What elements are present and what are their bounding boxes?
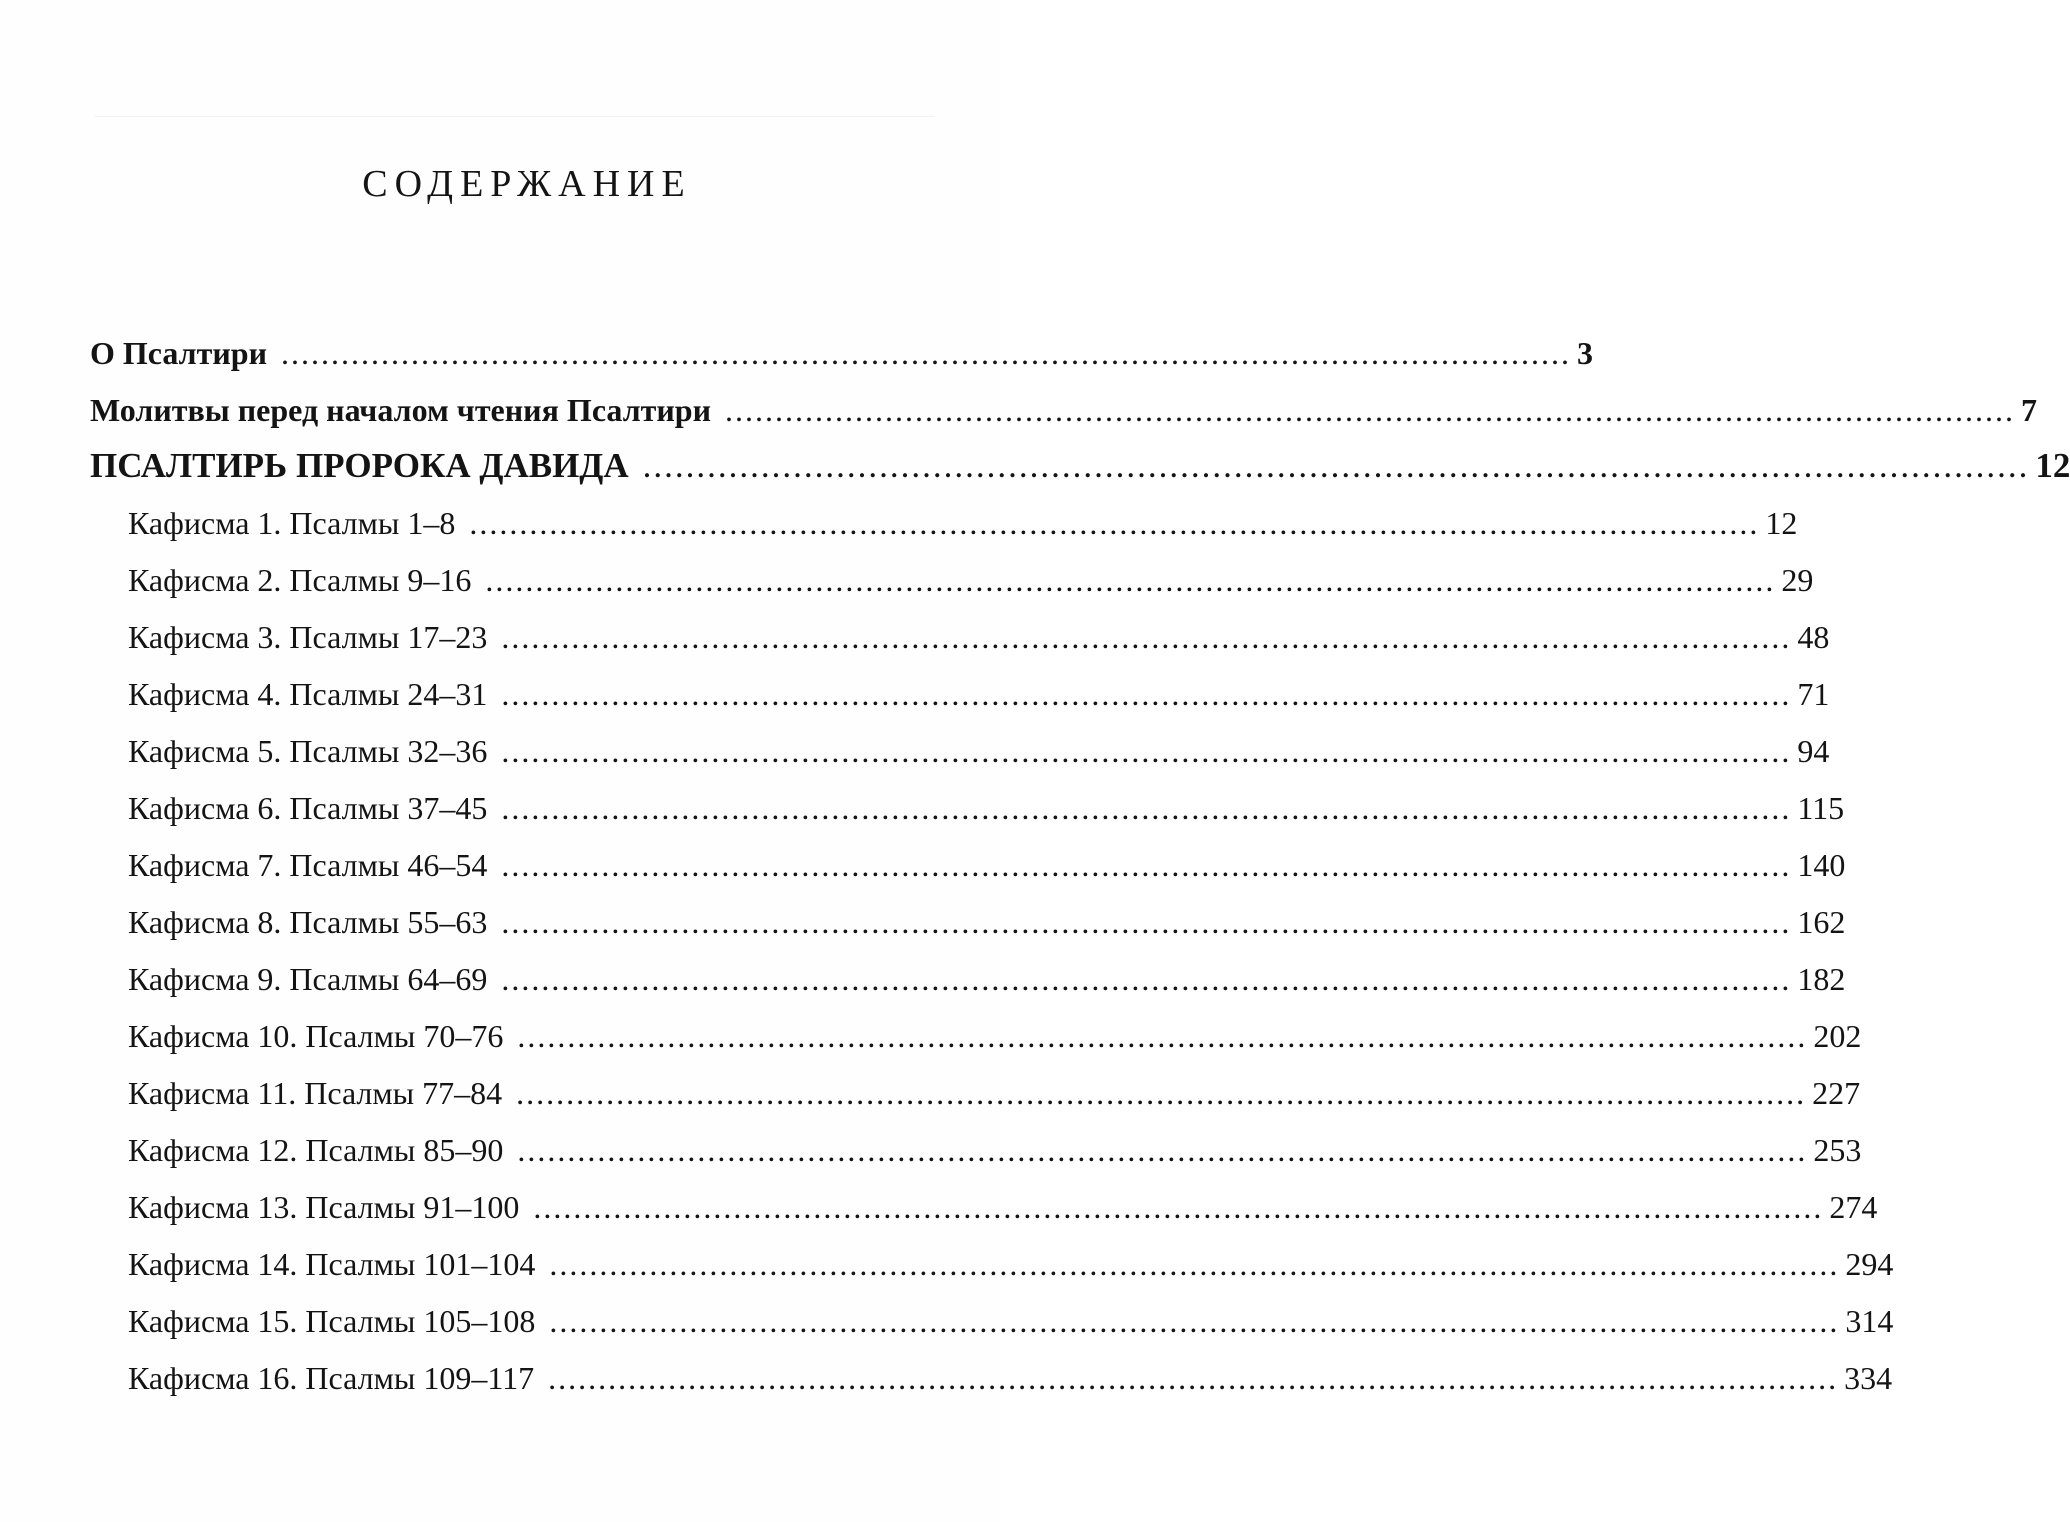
toc-entry-label: ПСАЛТИРЬ ПРОРОКА ДАВИДА xyxy=(90,446,629,485)
toc-entry-kathisma-13 xyxy=(128,1187,1878,1227)
toc-entry-kathisma-3 xyxy=(128,617,1830,657)
toc-entry-label: Кафисма 13. Псалмы 91–100 xyxy=(128,1189,520,1225)
toc-entry-page: 71 xyxy=(1797,676,1830,712)
dot-leader: ................................................................................................................................. xyxy=(517,1018,1808,1054)
toc-entry-page: 3 xyxy=(1577,335,1593,371)
toc-entry-label: Кафисма 16. Псалмы 109–117 xyxy=(128,1360,535,1396)
toc-entry-kathisma-15 xyxy=(128,1301,1894,1341)
toc-entry-label: Кафисма 9. Псалмы 64–69 xyxy=(128,961,488,997)
toc-entry-page: 334 xyxy=(1844,1360,1893,1396)
toc-entry-label: Кафисма 8. Псалмы 55–63 xyxy=(128,904,488,940)
toc-entry-page: 48 xyxy=(1797,619,1830,655)
toc-entry-page: 29 xyxy=(1781,562,1814,598)
page-title: СОДЕРЖАНИЕ xyxy=(362,163,692,205)
toc-entry-label: Кафисма 7. Псалмы 46–54 xyxy=(128,847,488,883)
toc-entry-page: 227 xyxy=(1812,1075,1861,1111)
dot-leader: ................................................................................................................................. xyxy=(549,1246,1840,1282)
toc-entry-page: 202 xyxy=(1813,1018,1862,1054)
toc-entry-label: Кафисма 2. Псалмы 9–16 xyxy=(128,562,472,598)
dot-leader: ................................................................................................................................. xyxy=(533,1189,1824,1225)
toc-entry-label: О Псалтири xyxy=(90,335,267,371)
dot-leader: ................................................................................................................................. xyxy=(517,1132,1808,1168)
dot-leader: ................................................................................................................................. xyxy=(501,733,1792,769)
toc-entry-kathisma-7 xyxy=(128,845,1846,885)
toc-entry-label: Кафисма 14. Псалмы 101–104 xyxy=(128,1246,536,1282)
toc-entry-label: Кафисма 12. Псалмы 85–90 xyxy=(128,1132,504,1168)
toc-entry-kathisma-12 xyxy=(128,1130,1862,1170)
toc-entry-page: 274 xyxy=(1829,1189,1878,1225)
toc-entry-label: Кафисма 15. Псалмы 105–108 xyxy=(128,1303,536,1339)
dot-leader: ................................................................................................................................. xyxy=(501,961,1792,997)
toc-entry-page: 182 xyxy=(1797,961,1846,997)
dot-leader: ................................................................................................................................. xyxy=(501,619,1792,655)
toc-entry-psalter-david xyxy=(90,446,2070,486)
toc-entry-page: 12 xyxy=(2035,446,2070,485)
dot-leader: ................................................................................................................................. xyxy=(548,1360,1839,1396)
dot-leader: ................................................................................................................................. xyxy=(549,1303,1840,1339)
toc-entry-label: Молитвы перед началом чтения Псалтири xyxy=(90,392,712,428)
dot-leader: ................................................................................................................................. xyxy=(281,335,1571,371)
toc-entry-about-psalter xyxy=(90,333,1593,373)
dot-leader: ................................................................................................................................. xyxy=(642,446,2030,485)
toc-entry-label: Кафисма 1. Псалмы 1–8 xyxy=(128,505,456,541)
toc-entry-page: 7 xyxy=(2021,392,2038,428)
toc-entry-kathisma-6 xyxy=(128,788,1845,828)
toc-entry-label: Кафисма 3. Псалмы 17–23 xyxy=(128,619,488,655)
toc-entry-page: 314 xyxy=(1845,1303,1894,1339)
toc-entry-kathisma-11 xyxy=(128,1073,1861,1113)
dot-leader: ................................................................................................................................. xyxy=(469,505,1760,541)
dot-leader: ................................................................................................................................. xyxy=(501,676,1792,712)
toc-entry-page: 94 xyxy=(1797,733,1830,769)
toc-entry-kathisma-10 xyxy=(128,1016,1862,1056)
toc-entry-page: 115 xyxy=(1797,790,1845,826)
dot-leader: ................................................................................................................................. xyxy=(501,847,1792,883)
dot-leader: ................................................................................................................................. xyxy=(485,562,1776,598)
toc-entry-page: 253 xyxy=(1813,1132,1862,1168)
toc-entry-page: 12 xyxy=(1765,505,1798,541)
dot-leader: ................................................................................................................................. xyxy=(725,392,2016,428)
toc-entry-kathisma-14 xyxy=(128,1244,1894,1284)
toc-entry-kathisma-5 xyxy=(128,731,1830,771)
toc-entry-kathisma-4 xyxy=(128,674,1830,714)
toc-entry-page: 294 xyxy=(1845,1246,1894,1282)
dot-leader: ................................................................................................................................. xyxy=(501,790,1792,826)
toc-entry-kathisma-8 xyxy=(128,902,1846,942)
toc-entry-kathisma-9 xyxy=(128,959,1846,999)
toc-entry-kathisma-2 xyxy=(128,560,1814,600)
toc-entry-label: Кафисма 6. Псалмы 37–45 xyxy=(128,790,488,826)
toc-entry-label: Кафисма 5. Псалмы 32–36 xyxy=(128,733,488,769)
toc-entry-label: Кафисма 10. Псалмы 70–76 xyxy=(128,1018,504,1054)
toc-entry-kathisma-1 xyxy=(128,503,1798,543)
toc-entry-kathisma-16 xyxy=(128,1358,1893,1398)
toc-entry-page: 140 xyxy=(1797,847,1846,883)
toc-entry-label: Кафисма 4. Псалмы 24–31 xyxy=(128,676,488,712)
toc-entry-page: 162 xyxy=(1797,904,1846,940)
toc-entry-prayers xyxy=(90,390,2038,430)
dot-leader: ................................................................................................................................. xyxy=(501,904,1792,940)
dot-leader: ................................................................................................................................. xyxy=(516,1075,1807,1111)
toc-entry-label: Кафисма 11. Псалмы 77–84 xyxy=(128,1075,503,1111)
